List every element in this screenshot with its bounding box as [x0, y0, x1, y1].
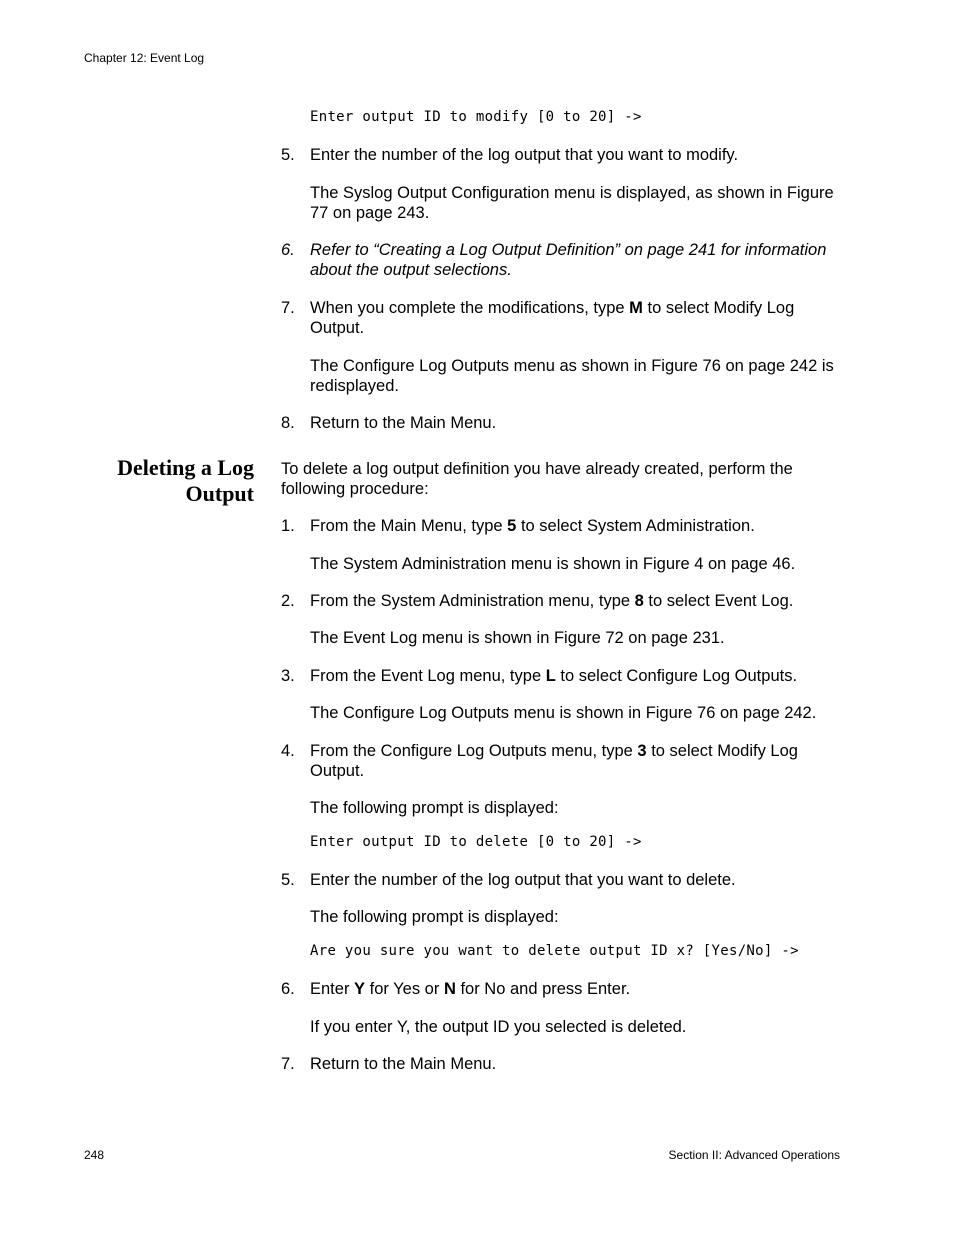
delete-prompt-code: Enter output ID to delete [0 to 20] -> [310, 834, 642, 850]
key-label: N [443, 980, 456, 998]
running-footer: Section II: Advanced Operations [668, 1148, 840, 1162]
running-header: Chapter 12: Event Log [84, 51, 205, 65]
step-text: Enter the number of the log output that you want to delete. [310, 871, 736, 889]
step-text: From the Configure Log Outputs menu, type 3 to select Modify Log Output. [310, 742, 798, 780]
step-number: 2. [281, 592, 295, 610]
step-number: 5. [281, 871, 295, 889]
key-label: 8 [634, 592, 644, 610]
step-number: 5. [281, 146, 295, 164]
key-label: 5 [507, 517, 517, 535]
step-number: 7. [281, 1055, 295, 1073]
step-note: The Configure Log Outputs menu as shown in Figure 76 on page 242 is redisplayed. [310, 357, 834, 395]
key-label: L [545, 667, 556, 685]
confirm-prompt-code: Are you sure you want to delete output ID x? [Yes/No] -> [310, 943, 799, 959]
section-heading: Deleting a Log Output [117, 455, 254, 506]
step-text: From the System Administration menu, type 8 to select Event Log. [310, 592, 794, 610]
step-number: 6. [281, 241, 295, 259]
page-number: 248 [84, 1148, 105, 1162]
step-note: The Configure Log Outputs menu is shown in Figure 76 on page 242. [310, 704, 817, 722]
step-text: Enter Y for Yes or N for No and press Enter. [310, 980, 631, 998]
step-text: From the Event Log menu, type L to select Configure Log Outputs. [310, 667, 798, 685]
step-number: 3. [281, 667, 295, 685]
step-note: The following prompt is displayed: [310, 799, 559, 817]
step-number: 4. [281, 742, 295, 760]
step-text: Enter the number of the log output that you want to modify. [310, 146, 739, 164]
modify-prompt-code: Enter output ID to modify [0 to 20] -> [310, 109, 642, 125]
step-number: 6. [281, 980, 295, 998]
step-note: The Event Log menu is shown in Figure 72 on page 231. [310, 629, 725, 647]
step-note: If you enter Y, the output ID you selected is deleted. [310, 1018, 687, 1036]
key-label: Y [354, 980, 366, 998]
step-number: 8. [281, 414, 295, 432]
step-note: The Syslog Output Configuration menu is displayed, as shown in Figure 77 on page 243. [310, 184, 834, 222]
step-text: Refer to “Creating a Log Output Definition” on page 241 for information about the output selections. [310, 241, 827, 279]
step-text: Return to the Main Menu. [310, 414, 497, 432]
key-label: 3 [637, 742, 647, 760]
step-text: From the Main Menu, type 5 to select System Administration. [310, 517, 755, 535]
step-number: 7. [281, 299, 295, 317]
step-number: 1. [281, 517, 295, 535]
key-label: M [629, 299, 643, 317]
step-note: The following prompt is displayed: [310, 908, 559, 926]
step-text: Return to the Main Menu. [310, 1055, 497, 1073]
section-intro: To delete a log output definition you have already created, perform the following procedure: [281, 460, 793, 498]
step-text: When you complete the modifications, type M to select Modify Log Output. [310, 299, 795, 337]
step-note: The System Administration menu is shown in Figure 4 on page 46. [310, 555, 796, 573]
